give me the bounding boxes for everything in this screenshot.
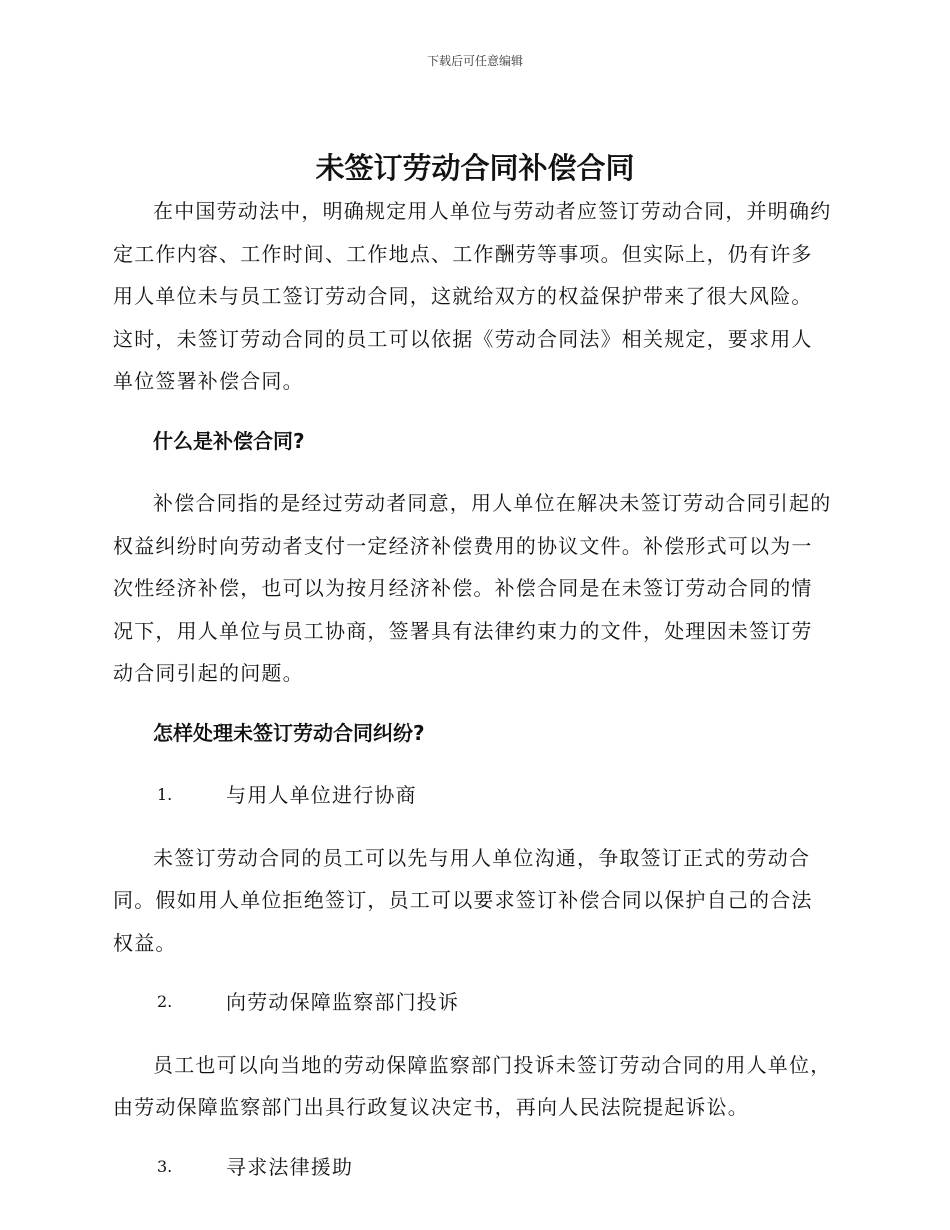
list-item-1-paragraph: 未签订劳动合同的员工可以先与用人单位沟通，争取签订正式的劳动合同。假如用人单位拒绝签订，员工可以要求签订补偿合同以保护自己的合法权益。 bbox=[113, 845, 813, 955]
list-label: 与用人单位进行协商 bbox=[226, 783, 417, 807]
section-paragraph-what-is: 补偿合同指的是经过劳动者同意，用人单位在解决未签订劳动合同引起的权益纠纷时向劳动者支付一定经济补偿费用的协议文件。补偿形式可以为一次性经济补偿，也可以为按月经济补偿。补偿合同是在未签订劳动合同的情况下，用人单位与员工协商，签署具有法律约束力的文件，处理因未签订劳动合同引起的问题。 bbox=[113, 491, 832, 685]
intro-paragraph: 在中国劳动法中，明确规定用人单位与劳动者应签订劳动合同，并明确约定工作内容、工作时间、工作地点、工作酬劳等事项。但实际上，仍有许多用人单位未与员工签订劳动合同，这就给双方的权益保护带来了很大风险。这时，未签订劳动合同的员工可以依据《劳动合同法》相关规定，要求用人单位签署补偿合同。 bbox=[113, 199, 832, 393]
list-item-1 bbox=[113, 774, 833, 817]
document-body bbox=[113, 190, 833, 1208]
document-title: 未签订劳动合同补偿合同 bbox=[315, 151, 635, 185]
list-label: 向劳动保障监察部门投诉 bbox=[226, 990, 460, 1014]
list-item-2-paragraph: 员工也可以向当地的劳动保障监察部门投诉未签订劳动合同的用人单位，由劳动保障监察部门出具行政复议决定书，再向人民法院提起诉讼。 bbox=[113, 1052, 832, 1119]
list-item-2 bbox=[113, 981, 833, 1024]
list-number: 3. bbox=[157, 1156, 173, 1176]
list-item-3 bbox=[113, 1146, 833, 1189]
section-heading-how-to: 怎样处理未签订劳动合同纠纷? bbox=[153, 720, 425, 745]
list-number: 1. bbox=[157, 785, 173, 804]
page-header: 下载后可任意编辑 bbox=[426, 54, 523, 68]
list-number: 2. bbox=[157, 992, 173, 1011]
list-label: 寻求法律援助 bbox=[226, 1154, 354, 1179]
section-heading-what-is: 什么是补偿合同? bbox=[153, 428, 305, 453]
